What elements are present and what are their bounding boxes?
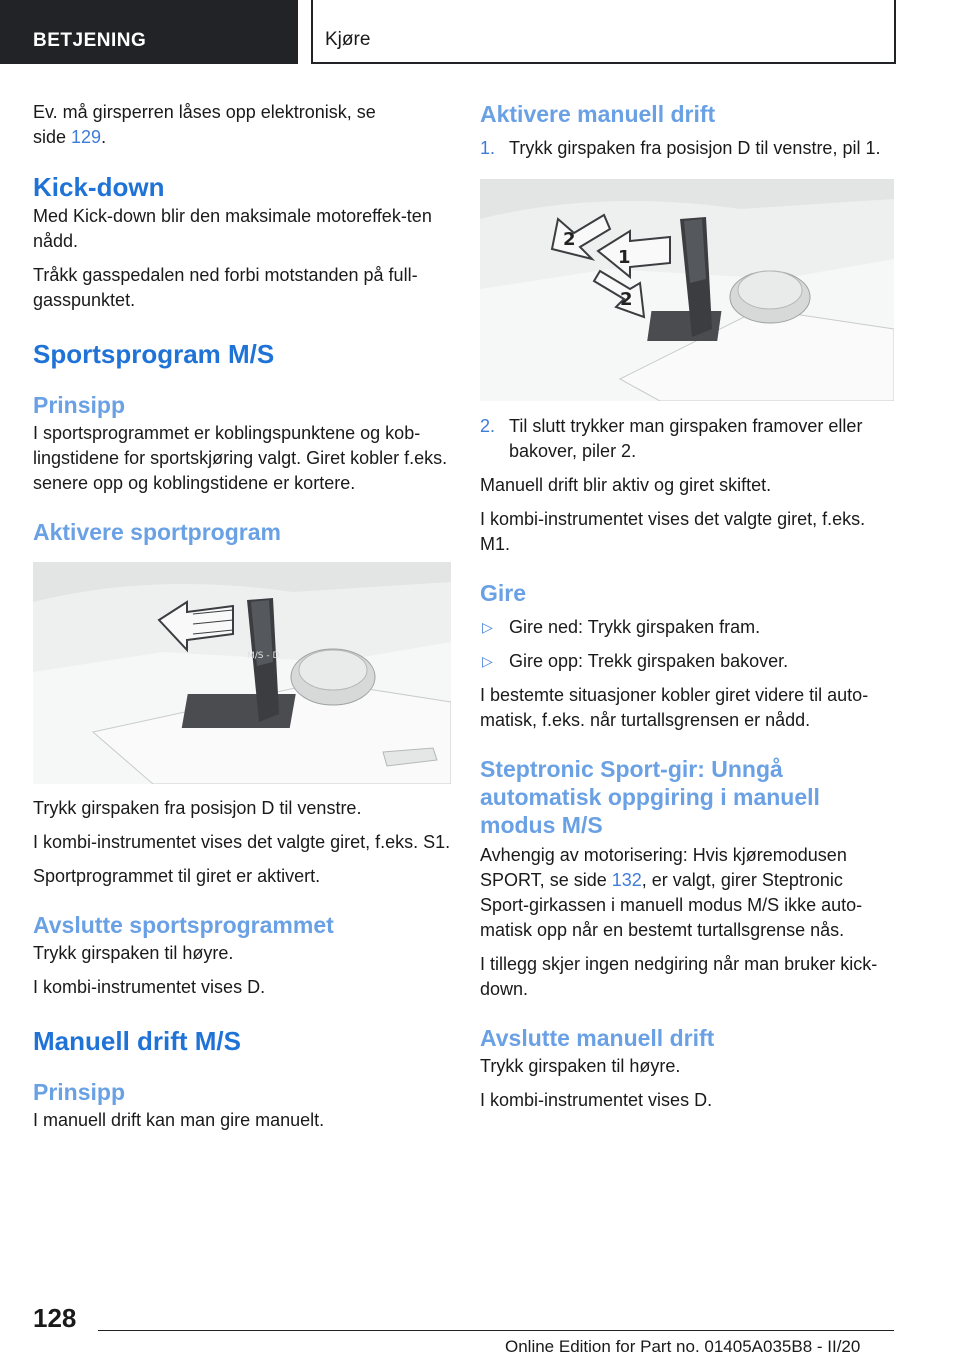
section-label: BETJENING: [33, 30, 147, 51]
steptronic-heading: Steptronic Sport-gir: Unngå automatisk oppgiring i manuell modus M/S: [480, 756, 820, 838]
manual-principle-paragraph: I manuell drift kan man gire manuelt.: [33, 1110, 325, 1130]
step-text: Til slutt trykker man girspaken framover eller bakover, piler 2.: [509, 416, 863, 461]
end-sport-paragraph-2: I kombi-instrumentet vises D.: [33, 977, 266, 997]
end-manual-heading: Avslutte manuell drift: [480, 1025, 715, 1051]
end-sport-paragraph-1: Trykk girspaken til høyre.: [33, 943, 234, 963]
arrow-1-label: 1: [618, 247, 631, 268]
gear-item-text: Gire ned: Trykk girspaken fram.: [509, 617, 761, 637]
sport-shift-illustration: [33, 562, 451, 784]
activate-paragraph-1: Trykk girspaken fra posisjon D til venstre.: [33, 798, 362, 818]
kickdown-paragraph-2: Tråkk gasspedalen ned forbi motstanden på full-gasspunktet.: [33, 265, 418, 310]
manual-after-paragraph-2: I kombi-instrumentet vises det valgte giret, f.eks. M1.: [480, 509, 866, 554]
steptronic-paragraph-1: Avhengig av motorisering: Hvis kjøremodusen SPORT, se side 132, er valgt, girer Steptronic Sport-girkassen i manuell modus M/S ikke auto-matisk opp når en bestemt turtallsgrense nås.: [480, 845, 863, 940]
gear-paragraph: I bestemte situasjoner kobler giret videre til auto-matisk, f.eks. når turtallsgrensen er nådd.: [480, 685, 869, 730]
steps-list-1: [480, 136, 894, 161]
intro-paragraph: Ev. må girsperren låses opp elektronisk, se side 129.: [33, 102, 376, 147]
arrow-2-label-bottom: 2: [620, 289, 633, 310]
end-manual-paragraph-1: Trykk girspaken til høyre.: [480, 1056, 681, 1076]
steptronic-paragraph-2: I tillegg skjer ingen nedgiring når man bruker kick-down.: [480, 954, 878, 999]
triangle-right-icon: ▷: [482, 653, 493, 669]
activate-manual-heading: Aktivere manuell drift: [480, 101, 716, 127]
activate-sport-heading: Aktivere sportprogram: [33, 519, 281, 545]
step-text: Trykk girspaken fra posisjon D til venstre, pil 1.: [509, 138, 881, 158]
gear-heading: Gire: [480, 580, 527, 606]
right-column: [480, 100, 894, 1122]
chapter-box: [311, 0, 896, 64]
manual-after-paragraph-1: Manuell drift blir aktiv og giret skiftet.: [480, 475, 772, 495]
principle-heading: Prinsipp: [33, 392, 126, 418]
kickdown-heading: Kick-down: [33, 172, 165, 202]
section-tab: [0, 0, 298, 64]
page-ref-132[interactable]: 132: [611, 870, 642, 890]
chapter-label: Kjøre: [325, 29, 371, 50]
end-manual-paragraph-2: I kombi-instrumentet vises D.: [480, 1090, 713, 1110]
manual-mode-heading: Manuell drift M/S: [33, 1026, 241, 1056]
page-ref-129[interactable]: 129: [71, 127, 102, 147]
list-item: [480, 615, 894, 640]
end-sport-heading: Avslutte sportsprogrammet: [33, 912, 334, 938]
sport-program-heading: Sportsprogram M/S: [33, 339, 275, 369]
manual-shift-illustration: [480, 179, 894, 401]
page-number: 128: [33, 1303, 77, 1333]
step-number: 2.: [480, 416, 496, 436]
step-number: 1.: [480, 138, 496, 158]
gear-list: [480, 615, 894, 674]
steps-list-2: [480, 414, 894, 464]
manual-principle-heading: Prinsipp: [33, 1079, 126, 1105]
footer-divider: [98, 1330, 894, 1331]
arrow-2-label-top: 2: [563, 229, 576, 250]
triangle-right-icon: ▷: [482, 619, 493, 635]
kickdown-paragraph-1: Med Kick-down blir den maksimale motoreffek-ten nådd.: [33, 206, 432, 251]
edition-label: Online Edition for Part no. 01405A035B8 - II/20: [505, 1337, 861, 1356]
gear-item-text: Gire opp: Trekk girspaken bakover.: [509, 651, 789, 671]
left-column: [33, 100, 451, 1142]
list-item: [480, 136, 894, 161]
list-item: [480, 649, 894, 674]
shift-pattern-label: M/S - D: [247, 651, 280, 661]
list-item: [480, 414, 894, 464]
activate-paragraph-3: Sportprogrammet til giret er aktivert.: [33, 866, 321, 886]
activate-paragraph-2: I kombi-instrumentet vises det valgte giret, f.eks. S1.: [33, 832, 451, 852]
principle-paragraph: I sportsprogrammet er koblingspunktene og kob-lingstidene for sportskjøring valgt. Giret kobler f.eks. senere opp og koblingstidene er kortere.: [33, 423, 448, 493]
